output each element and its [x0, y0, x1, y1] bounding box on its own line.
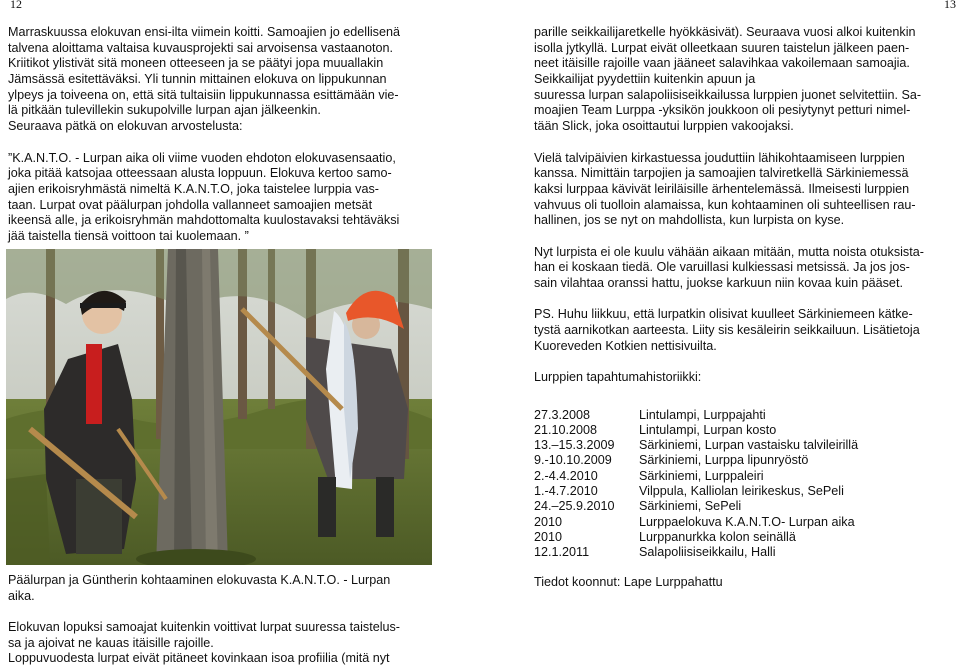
warning-paragraph: [534, 245, 960, 292]
history-event: Särkiniemi, Lurppaleiri: [639, 468, 764, 483]
caption-line: aika.: [8, 588, 35, 603]
text-line: Nyt lurpista ei ole kuulu vähään aikaan mitään, mutta noista otuksista-: [534, 244, 924, 259]
history-event: Lintulampi, Lurppajahti: [639, 407, 766, 422]
text-line: ikeensä alle, ja erikoisryhmän mahdottomalta kuulostavaksi tehtäväksi: [8, 213, 400, 228]
history-row: [534, 453, 960, 468]
text-line: hallinen, jos se nyt on mahdollista, kun lurpista on kyse.: [534, 213, 845, 228]
movie-still-photo: [6, 249, 432, 565]
history-date: 9.-10.10.2009: [534, 453, 612, 468]
history-date: 21.10.2008: [534, 422, 598, 437]
history-date: 24.–25.9.2010: [534, 499, 615, 514]
text-line: Vielä talvipäivien kirkastuessa jouduttiin lähikohtaamiseen lurppien: [534, 150, 905, 165]
text-line: Seikkailijat pyydettiin kuitenkin apuun ja: [534, 72, 756, 87]
text-line: Seuraava pätkä on elokuvan arvostelusta:: [8, 119, 243, 134]
after-caption-paragraph: [8, 620, 436, 667]
text-line: talvena aloittama valtaisa kuvausprojekti sai arvoisensa vastaanoton.: [8, 40, 394, 55]
history-row: [534, 438, 960, 453]
text-line: ”K.A.N.T.O. - Lurpan aika oli viime vuoden ehdoton elokuvasensaatio,: [8, 150, 396, 165]
text-line: han ei koskaan tiedä. Ole varuillasi kulkiessasi metsissä. Ja jos jos-: [534, 260, 910, 275]
history-row: [534, 423, 960, 438]
history-event: Särkiniemi, Lurpan vastaisku talvileirillä: [639, 438, 859, 453]
text-line: lä pitkään tulevillekin sukupolville lurpan ajan jälkeenkin.: [8, 103, 321, 118]
text-line: ylpeys ja toiveena on, että sitä tultaisiin lippukunnassa esittämään vie-: [8, 87, 399, 102]
history-event: Lintulampi, Lurpan kosto: [639, 422, 777, 437]
text-line: vahvuus oli tuolloin alamaissa, kun kohtaaminen oli suhteellisen rau-: [534, 197, 916, 212]
history-title: Lurppien tapahtumahistoriikki:: [534, 370, 702, 385]
history-list: [534, 408, 960, 561]
history-row: [534, 545, 960, 560]
text-line: Elokuvan lopuksi samoajat kuitenkin voittivat lurpat suuressa taistelus-: [8, 620, 400, 634]
text-line: suuressa lurpan salapoliisiseikkailussa lurppien juonet selvitettiin. Sa-: [534, 87, 922, 102]
review-quote: [8, 151, 436, 245]
page-number-right: 13: [944, 0, 956, 11]
credit-line: Tiedot koonnut: Lape Lurppahattu: [534, 575, 723, 590]
history-event: Särkiniemi, Lurppa lipunryöstö: [639, 453, 809, 468]
text-line: Marraskuussa elokuvan ensi-ilta viimein koitti. Samoajien jo edellisenä: [8, 25, 400, 39]
text-line: sa ja ajoivat ne kauas itäisille rajoille.: [8, 635, 214, 650]
text-line: tään Slick, joka osoittautui lurppien vakoojaksi.: [534, 119, 794, 134]
history-event: Lurppaelokuva K.A.N.T.O- Lurpan aika: [639, 514, 855, 529]
left-column: [8, 25, 436, 245]
history-row: [534, 408, 960, 423]
history-row: [534, 530, 960, 545]
history-event: Vilppula, Kalliolan leirikeskus, SePeli: [639, 483, 844, 498]
text-line: sain vilahtaa oranssi hattu, juokse karkuun niin kovaa kuin pääset.: [534, 276, 903, 290]
text-line: moajien Team Lurppa -yksikön joukkoon oli pesiytynyt petturi nimel-: [534, 103, 911, 118]
history-row: [534, 499, 960, 514]
text-line: taan. Lurpat ovat päälurpan johdolla vallanneet samoajien metsät: [8, 197, 373, 212]
history-row: [534, 515, 960, 530]
text-line: Kuoreveden Kotkien nettisivuilta.: [534, 338, 717, 353]
history-date: 1.-4.7.2010: [534, 483, 598, 498]
intro-paragraph: [8, 25, 436, 135]
history-event: Särkiniemi, SePeli: [639, 499, 742, 514]
history-event: Lurppanurkka kolon seinällä: [639, 529, 796, 544]
text-line: jää taistella tiensä voittoon tai kuolemaan. ”: [8, 228, 249, 243]
text-line: kaksi lurppaa kävivät leiriläisille ärhentelemässä. Ilmeisesti lurppien: [534, 181, 910, 196]
history-event: Salapoliisiseikkailu, Halli: [639, 545, 776, 560]
history-date: 13.–15.3.2009: [534, 438, 615, 453]
history-row: [534, 469, 960, 484]
right-column: [534, 25, 960, 591]
continuation-paragraph: [534, 25, 960, 135]
text-line: parille seikkailijaretkelle hyökkäsivät). Seuraava vuosi alkoi kuitenkin: [534, 25, 916, 39]
text-line: neet itäisille rajoille vaan jääneet salavihkaa vakoilemaan samoajia.: [534, 56, 910, 71]
history-date: 12.1.2011: [534, 545, 590, 560]
history-date: 2.-4.4.2010: [534, 468, 598, 483]
photo-caption: [8, 573, 436, 604]
history-date: 2010: [534, 514, 563, 529]
winter-paragraph: [534, 151, 960, 229]
page-number-left: 12: [10, 0, 22, 11]
text-line: tystä aarnikotkan aarteesta. Liity sis kesäleirin seikkailuun. Lisätietoja: [534, 323, 920, 338]
text-line: ajien erikoisryhmästä nimeltä K.A.N.T.O, joka taistelee lurppia vas-: [8, 181, 379, 196]
history-row: [534, 484, 960, 499]
text-line: PS. Huhu liikkuu, että lurpatkin olisivat kuulleet Särkiniemeen kätke-: [534, 307, 913, 322]
text-line: Loppuvuodesta lurpat eivät pitäneet kovinkaan isoa profiilia (mitä nyt: [8, 651, 390, 666]
ps-paragraph: [534, 307, 960, 354]
text-line: Kriitikot ylistivät sitä moneen otteeseen ja se päätyi jopa muuallakin: [8, 56, 384, 71]
text-line: isolla jytkyllä. Lurpat eivät olleetkaan suuren taistelun jälkeen paen-: [534, 40, 910, 55]
caption-line: Päälurpan ja Güntherin kohtaaminen elokuvasta K.A.N.T.O. - Lurpan: [8, 573, 391, 587]
text-line: Jämsässä esitettäväksi. Yli tunnin mittainen elokuva on lippukunnan: [8, 72, 387, 87]
history-date: 27.3.2008: [534, 407, 591, 422]
text-line: joka pitää katsojaa otteessaan alusta loppuun. Elokuva kertoo samo-: [8, 166, 392, 181]
text-line: kanssa. Nimittäin tarpojien ja samoajien talviretkellä Särkiniemessä: [534, 166, 909, 181]
history-date: 2010: [534, 529, 563, 544]
